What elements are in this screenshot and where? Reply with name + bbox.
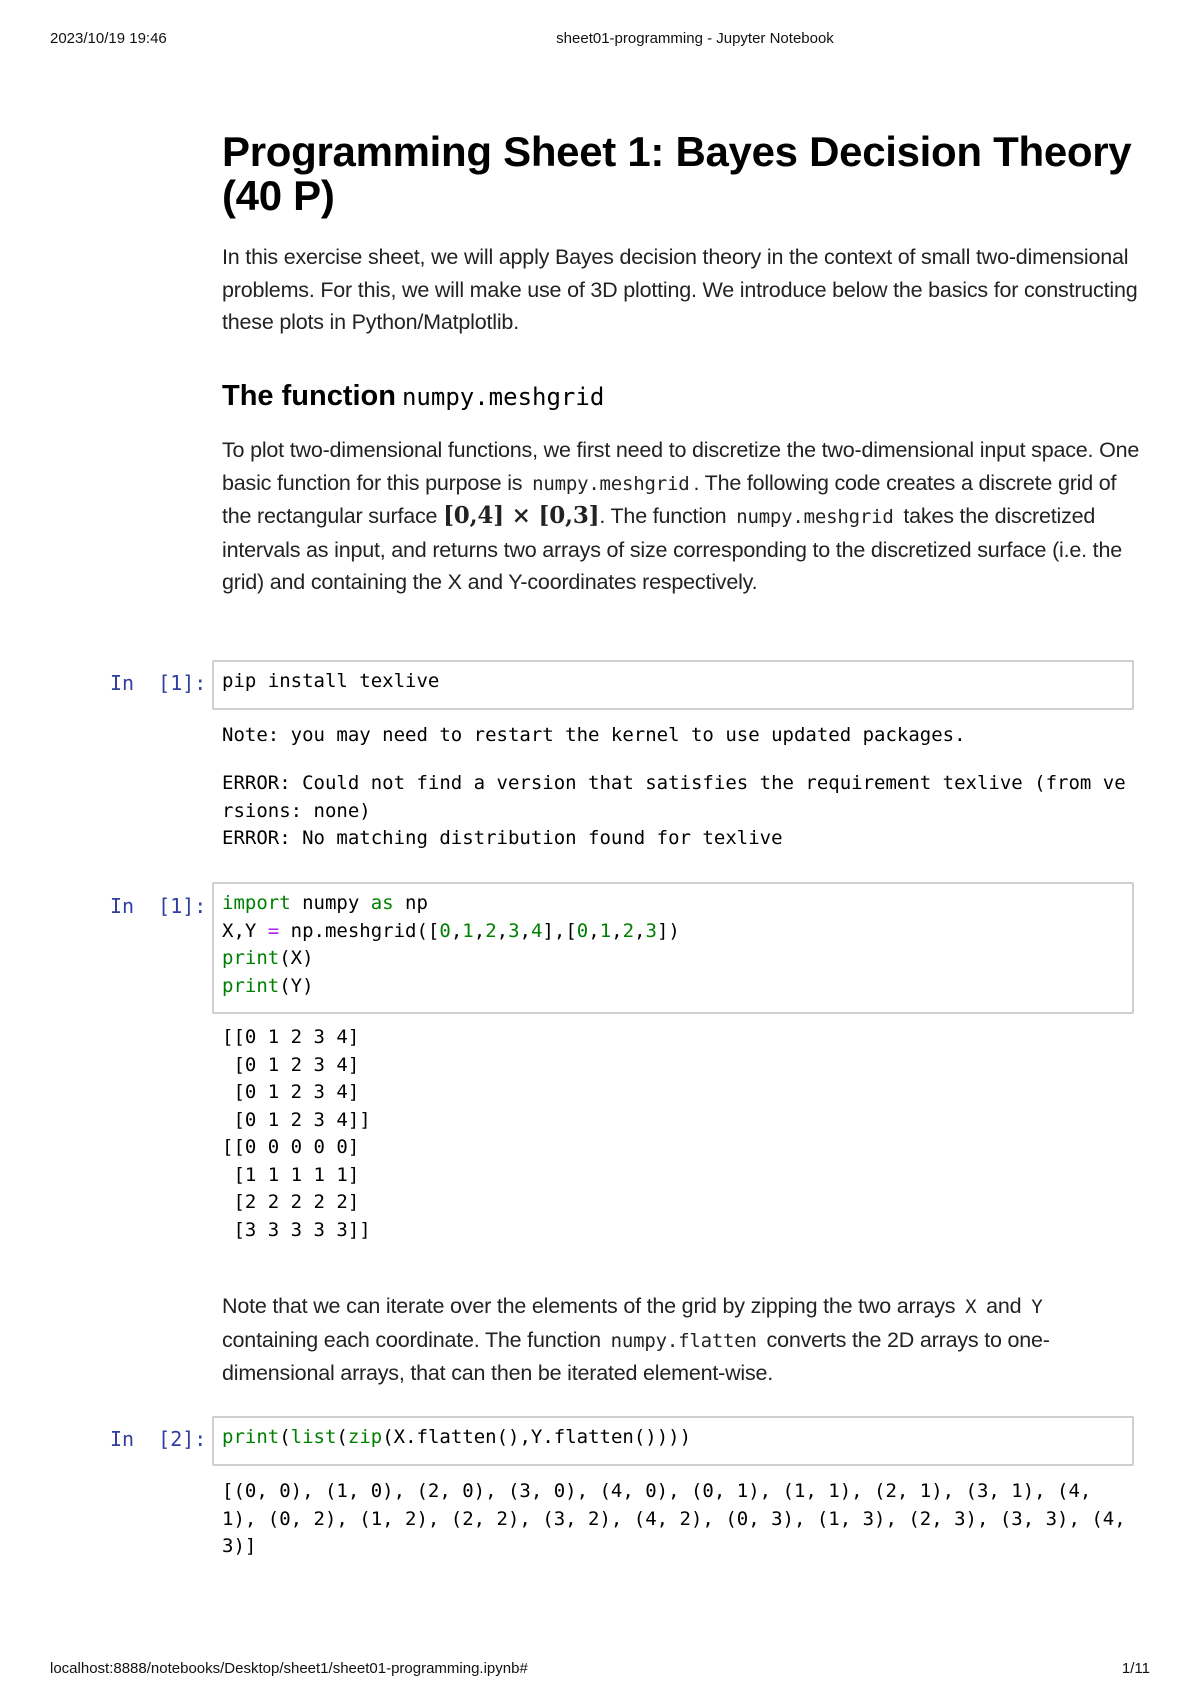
meshgrid-text-3: . The function: [599, 504, 727, 528]
cell-2-prompt: In [1]:: [110, 894, 207, 918]
cell-2-output: [[0 1 2 3 4] [0 1 2 3 4] [0 1 2 3 4] [0 1 2 3 4]] [[0 0 0 0 0] [1 1 1 1 1] [2 2 2 2 2] [3 3 3 3 3]]: [222, 1026, 371, 1241]
zip-explanation: [222, 1290, 1142, 1390]
meshgrid-explanation: [222, 434, 1142, 599]
cell-1-source[interactable]: pip install texlive: [222, 670, 440, 692]
title-cell: [222, 130, 1142, 218]
tok-zip-args: (X.flatten(),Y.flatten()))): [382, 1426, 692, 1448]
kw-print-y: print: [222, 974, 280, 997]
meshgrid-text-2: . The following code creates a discrete grid of the rectangular surface: [222, 470, 1117, 528]
meshgrid-explanation-cell: [222, 434, 1142, 599]
cell-1-output-note: Note: you may need to restart the kernel to use updated packages.: [222, 724, 966, 746]
num-1b: 1: [599, 919, 612, 942]
inline-code-flatten: numpy.flatten: [610, 1329, 757, 1352]
print-url: localhost:8888/notebooks/Desktop/sheet1/sheet01-programming.ipynb#: [50, 1660, 528, 1677]
tok-meshgrid-call: np.meshgrid([: [279, 919, 440, 942]
tok-open2: (: [336, 1426, 348, 1448]
cell-1-input[interactable]: [212, 660, 1134, 710]
cell-3-source[interactable]: [222, 1424, 1124, 1452]
num-2b: 2: [622, 919, 635, 942]
tok-eq: =: [267, 919, 280, 942]
tok-np: np: [393, 892, 428, 914]
zip-explanation-cell: [222, 1290, 1142, 1390]
num-0b: 0: [576, 919, 589, 942]
tok-arg-x: (X): [279, 947, 314, 969]
tok-xy: X,Y: [222, 919, 268, 942]
kw-print: print: [222, 1426, 280, 1448]
tok-sep: ],[: [542, 919, 577, 942]
zip-text-1: Note that we can iterate over the elements of the grid by zipping the two arrays: [222, 1294, 956, 1318]
inline-code-meshgrid-2: numpy.meshgrid: [736, 506, 894, 528]
inline-code-meshgrid: numpy.meshgrid: [532, 472, 690, 495]
num-3: 3: [508, 919, 520, 942]
meshgrid-text-1: To plot two-dimensional functions, we first need to discretize the two-dimensional input space. One basic function for this purpose is: [222, 438, 1140, 495]
tok-close: ]): [656, 919, 680, 942]
kw-zip: zip: [347, 1426, 383, 1448]
zip-text-2: containing each coordinate. The function: [222, 1327, 601, 1352]
print-header: [0, 30, 1200, 52]
section-heading-text: The function: [222, 380, 396, 412]
print-footer: [0, 1660, 1200, 1682]
section-heading-cell: [222, 378, 1142, 415]
cell-2-input[interactable]: [212, 882, 1134, 1014]
cell-3-input[interactable]: [212, 1416, 1134, 1466]
inline-code-y: Y: [1031, 1296, 1043, 1318]
intro-paragraph: In this exercise sheet, we will apply Bayes decision theory in the context of small two-dimensional problems. For this, we will make use of 3D plotting. We introduce below the basics for constructing these plots in Python/Matplotlib.: [222, 245, 1138, 334]
print-doc-title: sheet01-programming - Jupyter Notebook: [556, 30, 834, 47]
tok-numpy: numpy: [290, 892, 371, 914]
page-title: Programming Sheet 1: Bayes Decision Theory (40 P): [222, 128, 1132, 219]
print-page-number: 1/11: [1121, 1660, 1150, 1677]
num-2: 2: [485, 919, 497, 942]
kw-print-x: print: [222, 947, 280, 969]
cell-1-prompt: In [1]:: [110, 671, 207, 695]
tok-arg-y: (Y): [279, 974, 314, 997]
section-heading: [222, 378, 1142, 415]
num-1: 1: [462, 919, 474, 942]
section-heading-code: numpy.meshgrid: [401, 383, 605, 411]
print-datetime: 2023/10/19 19:46: [50, 30, 167, 47]
cell-3-prompt: In [2]:: [110, 1427, 207, 1451]
cell-1-output-error: ERROR: Could not find a version that satisfies the requirement texlive (from versions: none) ERROR: No matching distribution found for texlive: [222, 772, 1126, 849]
num-3b: 3: [645, 919, 657, 942]
inline-code-x: X: [965, 1296, 977, 1318]
math-interval: [0,4] × [0,3]: [443, 502, 600, 529]
intro-cell: [222, 241, 1142, 339]
meshgrid-text-4: takes the discretized intervals as input, and returns two arrays of size corresponding to the discretized surface (i.e. the grid) and containing the X and Y-coordinates respectively.: [222, 504, 1122, 594]
zip-text-and: and: [986, 1294, 1022, 1318]
kw-as: as: [370, 892, 394, 914]
tok-open1: (: [279, 1426, 291, 1448]
kw-import: import: [222, 892, 291, 914]
kw-list: list: [290, 1426, 337, 1448]
zip-text-3: converts the 2D arrays to one-dimensional arrays, that can then be iterated element-wise.: [222, 1327, 1050, 1385]
num-4: 4: [531, 919, 543, 942]
num-0: 0: [439, 919, 451, 942]
cell-2-source[interactable]: import numpy as np X,Y = np.meshgrid([0,1,2,3,4],[0,1,2,3]) print(X) print(Y): [222, 892, 680, 997]
cell-3-output: [(0, 0), (1, 0), (2, 0), (3, 0), (4, 0), (0, 1), (1, 1), (2, 1), (3, 1), (4, 1), (0, 2), (1, 2), (2, 2), (3, 2), (4, 2), (0, 3), (1, 3), (2, 3), (3, 3), (4, 3)]: [222, 1480, 1138, 1557]
